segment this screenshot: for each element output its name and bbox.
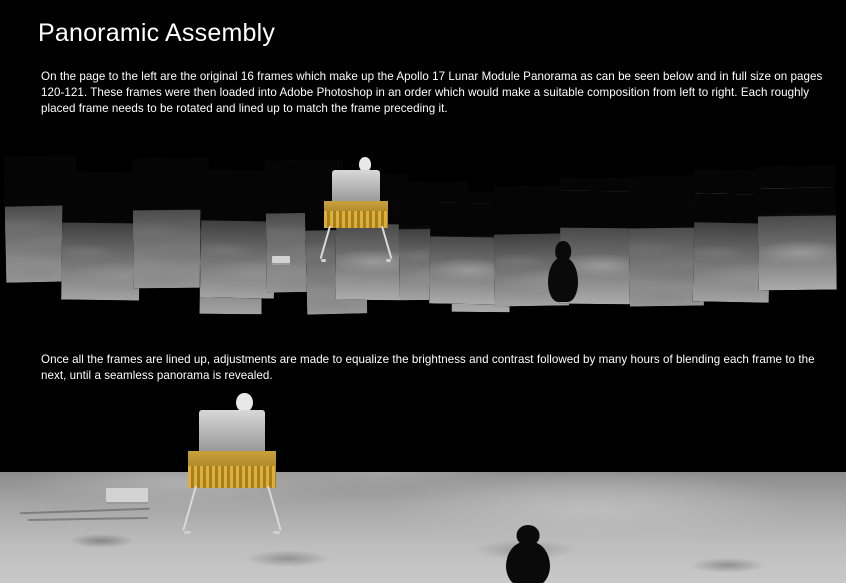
frame-regolith bbox=[758, 215, 837, 290]
blending-paragraph: Once all the frames are lined up, adjustments are made to equalize the brightness and contrast followed by many hours of blending each frame to the next, until a seamless panorama is revealed. bbox=[41, 352, 815, 382]
page-title: Panoramic Assembly bbox=[38, 18, 276, 47]
frame-regolith bbox=[61, 223, 140, 301]
lunar-roving-vehicle bbox=[106, 488, 148, 502]
photographer-shadow bbox=[506, 542, 550, 583]
final-panorama-image bbox=[0, 392, 846, 583]
assembly-frame bbox=[132, 158, 209, 289]
photographer-shadow bbox=[548, 258, 578, 302]
lunar-roving-vehicle bbox=[272, 256, 290, 263]
assembly-frame bbox=[757, 166, 837, 291]
frame-regolith bbox=[200, 221, 275, 299]
frame-regolith bbox=[133, 210, 210, 289]
lm-rendezvous-antenna bbox=[359, 157, 371, 171]
frame-regolith bbox=[335, 224, 408, 300]
frame-assembly-image bbox=[0, 148, 846, 326]
assembly-frame bbox=[61, 171, 141, 300]
frame-regolith bbox=[429, 236, 502, 304]
assembly-frame bbox=[429, 191, 503, 304]
intro-paragraph: On the page to the left are the original 16 frames which make up the Apollo 17 Lunar Module Panorama as can be seen below and in full size on pages 120-121. These frames were then loaded into Adobe Photoshop in an order which would make a suitable composition from left to right. Each roughly placed frame needs to be rotated and lined up to match the frame preceding it. bbox=[41, 69, 823, 116]
